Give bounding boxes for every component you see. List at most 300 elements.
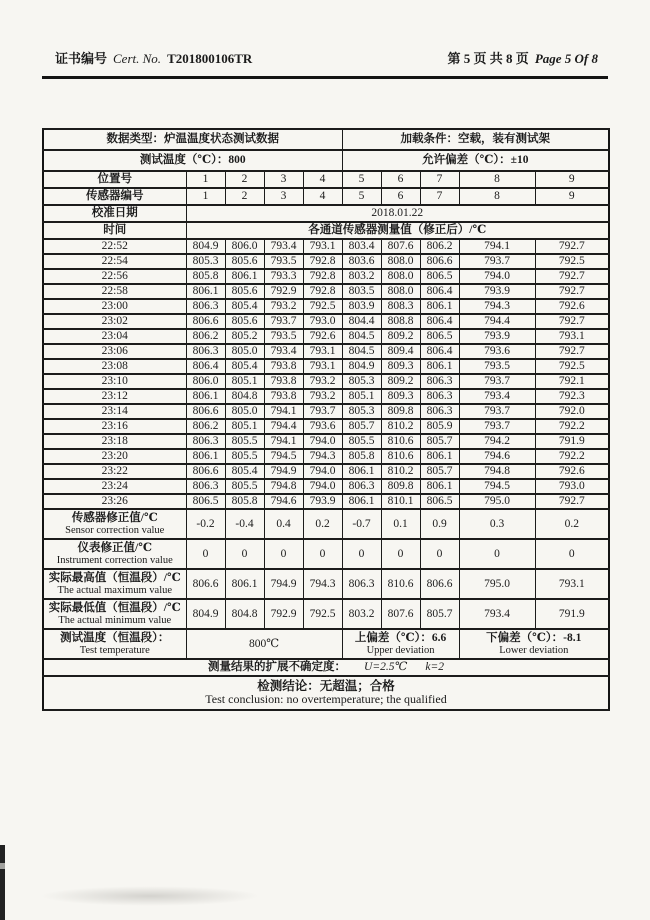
correction-row-label <box>43 539 186 569</box>
measurement-cell: 794.1 <box>264 434 303 449</box>
correction-value-cell: 0.2 <box>303 509 342 539</box>
time-cell: 23:02 <box>43 314 186 329</box>
uncertainty-cell <box>43 659 609 676</box>
correction-value-cell: 791.9 <box>535 599 609 629</box>
correction-value-cell: 0 <box>381 539 420 569</box>
measurement-cell: 806.5 <box>420 269 459 284</box>
uncertainty-row <box>43 659 609 676</box>
test-temp-cell: 测试温度（℃）：800 <box>43 150 342 171</box>
time-cell: 23:20 <box>43 449 186 464</box>
correction-label-cn: 传感器修正值/℃ <box>71 511 158 524</box>
measurement-cell: 809.8 <box>381 479 420 494</box>
measurement-cell: 805.1 <box>342 389 381 404</box>
time-cell: 23:24 <box>43 479 186 494</box>
load-condition-cell: 加载条件：空载，装有测试架 <box>342 129 609 150</box>
measurement-cell: 793.3 <box>264 269 303 284</box>
page-header <box>55 48 598 67</box>
sensor-row <box>43 188 609 205</box>
measurement-cell: 805.3 <box>186 254 225 269</box>
lower-deviation-cell <box>459 629 609 659</box>
measurement-cell: 792.8 <box>303 254 342 269</box>
reading-row <box>43 269 609 284</box>
data-type-cell: 数据类型：炉温温度状态测试数据 <box>43 129 342 150</box>
lower-deviation-cn: 下偏差（℃）：-8.1 <box>486 631 582 644</box>
correction-value-cell: 804.8 <box>225 599 264 629</box>
measurement-cell: 805.1 <box>225 374 264 389</box>
measurement-cell: 808.8 <box>381 314 420 329</box>
measurement-cell: 792.0 <box>535 404 609 419</box>
channel-number-cell: 8 <box>459 171 535 188</box>
measurement-cell: 793.1 <box>535 329 609 344</box>
measurement-cell: 806.6 <box>420 254 459 269</box>
measurement-cell: 792.6 <box>535 299 609 314</box>
correction-row-label <box>43 569 186 599</box>
correction-row-label <box>43 599 186 629</box>
measurement-cell: 804.8 <box>225 389 264 404</box>
measurement-cell: 794.5 <box>264 449 303 464</box>
cal-date-value: 2018.01.22 <box>186 205 609 222</box>
measurement-cell: 793.8 <box>264 359 303 374</box>
conclusion-cn: 检测结论：无超温；合格 <box>257 679 395 694</box>
measurement-cell: 805.6 <box>225 314 264 329</box>
measurement-cell: 805.5 <box>225 449 264 464</box>
correction-value-cell: 0 <box>535 539 609 569</box>
cal-date-row <box>43 205 609 222</box>
measurement-cell: 793.8 <box>264 374 303 389</box>
correction-value-cell: 0 <box>264 539 303 569</box>
position-row <box>43 171 609 188</box>
test-temp-summary-cn: 测试温度（恒温段）： <box>60 631 170 644</box>
reading-row <box>43 464 609 479</box>
measurement-cell: 795.0 <box>459 494 535 509</box>
upper-deviation-cell <box>342 629 459 659</box>
measurement-cell: 792.6 <box>535 464 609 479</box>
measurement-cell: 809.3 <box>381 359 420 374</box>
correction-value-cell: 0.9 <box>420 509 459 539</box>
channel-number-cell: 3 <box>264 188 303 205</box>
measurement-cell: 806.3 <box>186 344 225 359</box>
correction-label-cn: 实际最低值（恒温段）/℃ <box>48 601 181 614</box>
correction-label-en: The actual maximum value <box>57 584 173 596</box>
channel-number-cell: 4 <box>303 188 342 205</box>
correction-row <box>43 569 609 599</box>
correction-value-cell: 0 <box>420 539 459 569</box>
reading-row <box>43 434 609 449</box>
measurement-cell: 793.4 <box>459 389 535 404</box>
measurement-cell: 793.8 <box>264 389 303 404</box>
measurement-cell: 806.3 <box>420 374 459 389</box>
position-label: 位置号 <box>43 171 186 188</box>
measurement-cell: 793.7 <box>459 419 535 434</box>
measurement-cell: 793.5 <box>264 329 303 344</box>
measurement-cell: 806.4 <box>186 359 225 374</box>
channel-number-cell: 3 <box>264 171 303 188</box>
measurement-cell: 794.6 <box>264 494 303 509</box>
measurement-cell: 806.1 <box>420 359 459 374</box>
reading-row <box>43 359 609 374</box>
measurement-cell: 794.6 <box>459 449 535 464</box>
time-cell: 23:08 <box>43 359 186 374</box>
measurement-cell: 793.7 <box>459 254 535 269</box>
reading-row <box>43 284 609 299</box>
time-cell: 23:06 <box>43 344 186 359</box>
measurement-cell: 793.9 <box>459 329 535 344</box>
measurement-cell: 806.4 <box>420 284 459 299</box>
correction-value-cell: 792.9 <box>264 599 303 629</box>
measurement-cell: 806.6 <box>186 464 225 479</box>
measurement-cell: 793.7 <box>303 404 342 419</box>
measurement-cell: 808.0 <box>381 254 420 269</box>
measurement-cell: 792.7 <box>535 284 609 299</box>
cert-number: T201800106TR <box>167 51 253 66</box>
measurement-cell: 805.9 <box>420 419 459 434</box>
reading-row <box>43 239 609 254</box>
measurement-cell: 806.3 <box>420 404 459 419</box>
channel-number-cell: 9 <box>535 188 609 205</box>
reading-row <box>43 314 609 329</box>
correction-row-label <box>43 509 186 539</box>
measurement-cell: 806.5 <box>186 494 225 509</box>
measurement-cell: 805.4 <box>225 464 264 479</box>
correction-value-cell: -0.2 <box>186 509 225 539</box>
measurement-cell: 806.2 <box>186 419 225 434</box>
cert-label: 证书编号 <box>55 51 108 66</box>
measurement-cell: 804.5 <box>342 344 381 359</box>
measurement-cell: 794.1 <box>459 239 535 254</box>
channel-number-cell: 5 <box>342 171 381 188</box>
time-cell: 23:12 <box>43 389 186 404</box>
measurement-cell: 792.7 <box>535 239 609 254</box>
correction-value-cell: 794.3 <box>303 569 342 599</box>
measurement-cell: 804.9 <box>342 359 381 374</box>
correction-row <box>43 599 609 629</box>
measurement-cell: 792.7 <box>535 494 609 509</box>
measurement-cell: 810.6 <box>381 434 420 449</box>
channel-number-cell: 4 <box>303 171 342 188</box>
measurement-cell: 806.5 <box>420 494 459 509</box>
measurement-cell: 810.6 <box>381 449 420 464</box>
measurement-cell: 793.9 <box>303 494 342 509</box>
measurement-cell: 808.3 <box>381 299 420 314</box>
measurement-cell: 806.1 <box>420 479 459 494</box>
correction-label-cn: 仪表修正值/℃ <box>77 541 152 554</box>
measurement-cell: 804.9 <box>186 239 225 254</box>
measurement-cell: 792.9 <box>264 284 303 299</box>
measurement-cell: 806.1 <box>186 389 225 404</box>
conclusion-row <box>43 676 609 710</box>
correction-label-cn: 实际最高值（恒温段）/℃ <box>48 571 181 584</box>
correction-value-cell: 0.2 <box>535 509 609 539</box>
reading-row <box>43 299 609 314</box>
measurement-cell: 792.7 <box>535 269 609 284</box>
measurement-cell: 805.6 <box>225 284 264 299</box>
measurement-cell: 794.0 <box>303 434 342 449</box>
channel-number-cell: 2 <box>225 171 264 188</box>
measurement-cell: 793.5 <box>459 359 535 374</box>
info-row <box>43 129 609 150</box>
channel-number-cell: 1 <box>186 188 225 205</box>
header-rule <box>42 76 608 79</box>
correction-value-cell: -0.4 <box>225 509 264 539</box>
uncertainty-u-value: U=2.5℃ <box>364 661 408 674</box>
correction-value-cell: 804.9 <box>186 599 225 629</box>
channel-number-cell: 1 <box>186 171 225 188</box>
measurement-cell: 803.4 <box>342 239 381 254</box>
measurement-cell: 803.9 <box>342 299 381 314</box>
measurement-cell: 803.6 <box>342 254 381 269</box>
measurement-cell: 794.2 <box>459 434 535 449</box>
measurement-cell: 794.4 <box>459 314 535 329</box>
correction-value-cell: 0 <box>459 539 535 569</box>
reading-row <box>43 329 609 344</box>
measurement-cell: 810.2 <box>381 419 420 434</box>
measurement-cell: 806.1 <box>186 449 225 464</box>
scan-artifact-smudge <box>40 886 260 906</box>
cal-date-label: 校准日期 <box>43 205 186 222</box>
measurement-cell: 792.7 <box>535 344 609 359</box>
time-cell: 22:56 <box>43 269 186 284</box>
measurement-cell: 793.7 <box>459 404 535 419</box>
measurement-cell: 806.0 <box>186 374 225 389</box>
measurement-cell: 806.3 <box>186 479 225 494</box>
cert-label-en: Cert. No. <box>113 51 162 66</box>
measurement-cell: 808.0 <box>381 284 420 299</box>
correction-value-cell: 795.0 <box>459 569 535 599</box>
measurement-cell: 810.2 <box>381 464 420 479</box>
measurement-cell: 793.1 <box>303 359 342 374</box>
measurement-cell: 805.4 <box>225 359 264 374</box>
test-temp-value: 800℃ <box>186 629 342 659</box>
channel-number-cell: 8 <box>459 188 535 205</box>
channel-number-cell: 7 <box>420 188 459 205</box>
measurement-cell: 793.1 <box>303 344 342 359</box>
measurement-cell: 792.3 <box>535 389 609 404</box>
correction-value-cell: 807.6 <box>381 599 420 629</box>
conclusion-en: Test conclusion: no overtemperature; the qualified <box>205 692 447 707</box>
page-info-en: Page 5 Of 8 <box>534 51 598 66</box>
summary-row <box>43 629 609 659</box>
correction-value-cell: 0 <box>225 539 264 569</box>
measurement-cell: 793.0 <box>535 479 609 494</box>
measurement-cell: 805.8 <box>342 449 381 464</box>
measurement-cell: 805.3 <box>342 404 381 419</box>
measurement-cell: 805.5 <box>225 479 264 494</box>
measurement-cell: 792.1 <box>535 374 609 389</box>
measurement-cell: 809.4 <box>381 344 420 359</box>
measurement-cell: 806.3 <box>342 479 381 494</box>
measurement-cell: 806.1 <box>186 284 225 299</box>
measurement-cell: 793.4 <box>264 239 303 254</box>
measurement-cell: 807.6 <box>381 239 420 254</box>
measurement-cell: 806.6 <box>186 314 225 329</box>
measurement-cell: 809.8 <box>381 404 420 419</box>
measurement-cell: 805.0 <box>225 344 264 359</box>
measurement-cell: 793.2 <box>303 389 342 404</box>
measurement-cell: 806.1 <box>225 269 264 284</box>
cert-number-line <box>55 48 252 67</box>
measurement-cell: 793.9 <box>459 284 535 299</box>
correction-value-cell: 0.4 <box>264 509 303 539</box>
test-temp-summary-label <box>43 629 186 659</box>
temp-row <box>43 150 609 171</box>
measurement-cell: 806.4 <box>420 344 459 359</box>
page-number-line <box>448 48 598 67</box>
scan-artifact-left-edge <box>0 845 5 920</box>
measurement-cell: 806.3 <box>186 299 225 314</box>
measurement-cell: 806.1 <box>420 449 459 464</box>
reading-row <box>43 479 609 494</box>
measurement-cell: 792.5 <box>535 254 609 269</box>
measurement-cell: 805.7 <box>420 434 459 449</box>
correction-section <box>43 509 609 629</box>
measurement-cell: 792.2 <box>535 419 609 434</box>
measurement-cell: 794.0 <box>303 464 342 479</box>
measurement-cell: 806.1 <box>420 299 459 314</box>
measurement-cell: 794.1 <box>264 404 303 419</box>
time-cell: 22:54 <box>43 254 186 269</box>
measurement-cell: 806.2 <box>420 239 459 254</box>
measurement-cell: 794.8 <box>264 479 303 494</box>
measurement-cell: 806.2 <box>186 329 225 344</box>
time-header-row <box>43 222 609 239</box>
sensor-label: 传感器编号 <box>43 188 186 205</box>
correction-value-cell: 806.3 <box>342 569 381 599</box>
measurement-cell: 805.7 <box>420 464 459 479</box>
measurement-cell: 806.3 <box>186 434 225 449</box>
measurement-cell: 793.6 <box>303 419 342 434</box>
measurement-cell: 805.0 <box>225 404 264 419</box>
measurement-cell: 804.4 <box>342 314 381 329</box>
time-cell: 22:58 <box>43 284 186 299</box>
measurement-cell: 792.8 <box>303 269 342 284</box>
time-cell: 23:26 <box>43 494 186 509</box>
measurement-cell: 793.7 <box>264 314 303 329</box>
measurement-cell: 805.3 <box>342 374 381 389</box>
correction-label-en: Sensor correction value <box>65 524 165 536</box>
reading-row <box>43 494 609 509</box>
measurement-cell: 793.5 <box>264 254 303 269</box>
reading-row <box>43 254 609 269</box>
correction-value-cell: 0.1 <box>381 509 420 539</box>
measurement-cell: 808.0 <box>381 269 420 284</box>
reading-row <box>43 344 609 359</box>
measurement-cell: 794.5 <box>459 479 535 494</box>
measurement-cell: 803.2 <box>342 269 381 284</box>
measurement-cell: 806.3 <box>420 389 459 404</box>
reading-row <box>43 389 609 404</box>
correction-value-cell: 0 <box>303 539 342 569</box>
measurement-cell: 794.0 <box>303 479 342 494</box>
measurement-cell: 793.6 <box>459 344 535 359</box>
allowed-dev-cell: 允许偏差（℃）：±10 <box>342 150 609 171</box>
time-cell: 23:22 <box>43 464 186 479</box>
measurement-cell: 805.8 <box>186 269 225 284</box>
measurement-cell: 804.5 <box>342 329 381 344</box>
test-data-table <box>42 128 610 711</box>
measurement-cell: 805.7 <box>342 419 381 434</box>
measurement-cell: 805.4 <box>225 299 264 314</box>
readings-section <box>43 239 609 509</box>
measurement-cell: 806.5 <box>420 329 459 344</box>
upper-deviation-cn: 上偏差（℃）：6.6 <box>354 631 447 644</box>
upper-deviation-en: Upper deviation <box>366 644 435 656</box>
correction-value-cell: 806.6 <box>420 569 459 599</box>
measurement-cell: 806.6 <box>186 404 225 419</box>
measurement-cell: 792.7 <box>535 314 609 329</box>
time-cell: 23:04 <box>43 329 186 344</box>
measurement-cell: 794.3 <box>303 449 342 464</box>
measurement-cell: 809.3 <box>381 389 420 404</box>
time-cell: 23:10 <box>43 374 186 389</box>
measurement-cell: 794.4 <box>264 419 303 434</box>
time-cell: 23:00 <box>43 299 186 314</box>
measurement-cell: 810.1 <box>381 494 420 509</box>
measurement-cell: 805.1 <box>225 419 264 434</box>
measurement-cell: 793.1 <box>303 239 342 254</box>
measurement-cell: 806.1 <box>342 494 381 509</box>
measurement-cell: 809.2 <box>381 329 420 344</box>
correction-value-cell: 793.1 <box>535 569 609 599</box>
correction-value-cell: 0.3 <box>459 509 535 539</box>
measurement-cell: 794.9 <box>264 464 303 479</box>
correction-value-cell: 792.5 <box>303 599 342 629</box>
correction-value-cell: 806.6 <box>186 569 225 599</box>
measurement-cell: 793.2 <box>264 299 303 314</box>
measurement-cell: 806.4 <box>420 314 459 329</box>
time-cell: 23:18 <box>43 434 186 449</box>
conclusion-cell <box>43 676 609 710</box>
channel-number-cell: 5 <box>342 188 381 205</box>
measurement-cell: 792.5 <box>303 299 342 314</box>
measurement-cell: 791.9 <box>535 434 609 449</box>
measurement-cell: 794.0 <box>459 269 535 284</box>
time-cell: 22:52 <box>43 239 186 254</box>
reading-row <box>43 449 609 464</box>
measurement-cell: 805.8 <box>225 494 264 509</box>
measurement-cell: 794.3 <box>459 299 535 314</box>
correction-value-cell: 810.6 <box>381 569 420 599</box>
channels-header: 各通道传感器测量值（修正后）/℃ <box>186 222 609 239</box>
measurement-cell: 793.2 <box>303 374 342 389</box>
correction-value-cell: 794.9 <box>264 569 303 599</box>
correction-value-cell: -0.7 <box>342 509 381 539</box>
channel-number-cell: 6 <box>381 188 420 205</box>
test-temp-summary-en: Test temperature <box>79 644 150 656</box>
time-cell: 23:14 <box>43 404 186 419</box>
correction-value-cell: 793.4 <box>459 599 535 629</box>
measurement-cell: 792.5 <box>535 359 609 374</box>
time-label: 时间 <box>43 222 186 239</box>
correction-value-cell: 803.2 <box>342 599 381 629</box>
measurement-cell: 792.8 <box>303 284 342 299</box>
correction-label-en: Instrument correction value <box>56 554 173 566</box>
lower-deviation-en: Lower deviation <box>499 644 569 656</box>
uncertainty-k-value: k=2 <box>425 661 444 674</box>
channel-number-cell: 7 <box>420 171 459 188</box>
page-info-cn: 第 5 页 共 8 页 <box>447 51 529 66</box>
measurement-cell: 792.2 <box>535 449 609 464</box>
measurement-cell: 805.5 <box>225 434 264 449</box>
reading-row <box>43 374 609 389</box>
correction-value-cell: 0 <box>342 539 381 569</box>
measurement-cell: 805.2 <box>225 329 264 344</box>
measurement-cell: 793.7 <box>459 374 535 389</box>
reading-row <box>43 404 609 419</box>
measurement-cell: 806.1 <box>342 464 381 479</box>
correction-value-cell: 806.1 <box>225 569 264 599</box>
measurement-cell: 794.8 <box>459 464 535 479</box>
measurement-cell: 793.4 <box>264 344 303 359</box>
